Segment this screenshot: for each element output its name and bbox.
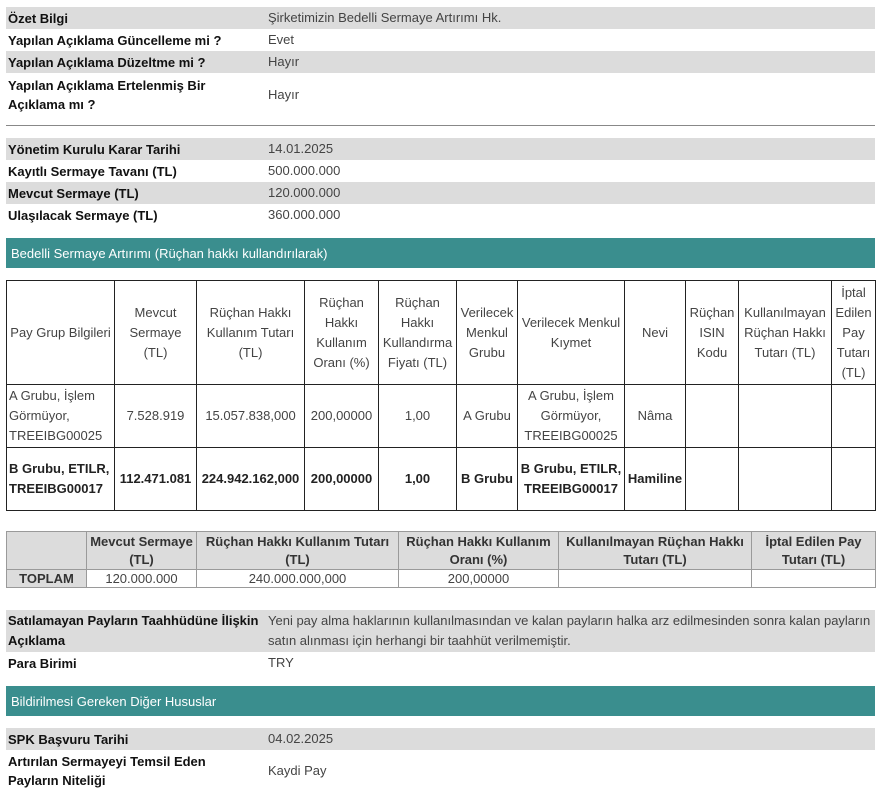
totals-table	[6, 531, 876, 588]
totals-header: Rüçhan Hakkı Kullanım Tutarı (TL)	[197, 532, 399, 570]
totals-value: 240.000.000,000	[197, 570, 399, 588]
rights-header-row	[7, 281, 876, 385]
capital-ceiling-label: Kayıtlı Sermaye Tavanı (TL)	[8, 163, 177, 179]
divider	[6, 125, 875, 126]
unsold-commitment-label: Satılamayan Payların Taahhüdüne İlişkin Açıklama	[8, 613, 259, 648]
cell-unused	[739, 385, 832, 448]
cell-price: 1,00	[379, 385, 457, 448]
cell-menkul-group: B Grubu	[457, 448, 518, 511]
cell-amount: 15.057.838,000	[197, 385, 305, 448]
spk-date-row	[6, 728, 875, 750]
board-date-row	[6, 138, 875, 160]
update-value: Evet	[268, 32, 295, 47]
currency-row	[6, 652, 875, 674]
header-cell: Rüçhan ISIN Kodu	[686, 281, 739, 385]
share-nature-row	[6, 751, 875, 791]
capital-ceiling-row	[6, 160, 875, 182]
header-cell: Kullanılmayan Rüçhan Hakkı Tutarı (TL)	[739, 281, 832, 385]
header-cell: Rüçhan Hakkı Kullandırma Fiyatı (TL)	[379, 281, 457, 385]
cell-cancelled	[832, 448, 876, 511]
currency-label: Para Birimi	[8, 655, 77, 671]
deferred-value: Hayır	[268, 87, 300, 102]
update-label: Yapılan Açıklama Güncelleme mi ?	[8, 32, 222, 48]
target-capital-label: Ulaşılacak Sermaye (TL)	[8, 207, 158, 223]
totals-value	[752, 570, 876, 588]
board-date-label: Yönetim Kurulu Karar Tarihi	[8, 141, 181, 157]
summary-row	[6, 7, 875, 29]
cell-amount: 224.942.162,000	[197, 448, 305, 511]
cell-group: A Grubu, İşlem Görmüyor, TREEIBG00025	[7, 385, 115, 448]
header-cell: İptal Edilen Pay Tutarı (TL)	[832, 281, 876, 385]
spk-date-label: SPK Başvuru Tarihi	[8, 731, 129, 747]
totals-corner	[7, 532, 87, 570]
header-cell: Rüçhan Hakkı Kullanım Tutarı (TL)	[197, 281, 305, 385]
capital-ceiling-value: 500.000.000	[268, 163, 341, 178]
cell-price: 1,00	[379, 448, 457, 511]
cell-ratio: 200,00000	[305, 448, 379, 511]
target-capital-value: 360.000.000	[268, 207, 341, 222]
totals-header: Kullanılmayan Rüçhan Hakkı Tutarı (TL)	[559, 532, 752, 570]
correction-label: Yapılan Açıklama Düzeltme mi ?	[8, 54, 206, 70]
cell-cancelled	[832, 385, 876, 448]
table-row	[7, 385, 876, 448]
totals-row-label: TOPLAM	[7, 570, 87, 588]
deferred-label: Yapılan Açıklama Ertelenmiş Bir Açıklama mı ?	[8, 78, 206, 112]
totals-row	[7, 570, 876, 588]
totals-header: İptal Edilen Pay Tutarı (TL)	[752, 532, 876, 570]
other-matters-section-title: Bildirilmesi Gereken Diğer Hususlar	[6, 686, 875, 716]
summary-value: Şirketimizin Bedelli Sermaye Artırımı Hk.	[268, 10, 502, 25]
header-cell: Verilecek Menkul Kıymet	[518, 281, 625, 385]
share-nature-label: Artırılan Sermayeyi Temsil Eden Payların Niteliği	[8, 754, 206, 788]
header-cell: Nevi	[625, 281, 686, 385]
rights-issue-section-title: Bedelli Sermaye Artırımı (Rüçhan hakkı kullandırılarak)	[6, 238, 875, 268]
totals-value	[559, 570, 752, 588]
rights-table	[6, 280, 876, 511]
table-row	[7, 448, 876, 511]
deferred-row	[6, 74, 875, 116]
target-capital-row	[6, 204, 875, 226]
board-date-value: 14.01.2025	[268, 141, 334, 156]
totals-header: Mevcut Sermaye (TL)	[87, 532, 197, 570]
cell-ratio: 200,00000	[305, 385, 379, 448]
correction-value: Hayır	[268, 54, 300, 69]
cell-menkul: A Grubu, İşlem Görmüyor, TREEIBG00025	[518, 385, 625, 448]
header-cell: Mevcut Sermaye (TL)	[115, 281, 197, 385]
cell-isin	[686, 385, 739, 448]
totals-value: 200,00000	[399, 570, 559, 588]
cell-nevi: Nâma	[625, 385, 686, 448]
cell-capital: 7.528.919	[115, 385, 197, 448]
cell-nevi: Hamiline	[625, 448, 686, 511]
header-cell: Rüçhan Hakkı Kullanım Oranı (%)	[305, 281, 379, 385]
unsold-commitment-row	[6, 610, 875, 652]
share-nature-value: Kaydi Pay	[268, 763, 327, 778]
cell-group: B Grubu, ETILR, TREEIBG00017	[7, 448, 115, 511]
correction-row	[6, 51, 875, 73]
cell-isin	[686, 448, 739, 511]
header-cell: Verilecek Menkul Grubu	[457, 281, 518, 385]
cell-menkul: B Grubu, ETILR, TREEIBG00017	[518, 448, 625, 511]
current-capital-label: Mevcut Sermaye (TL)	[8, 185, 139, 201]
current-capital-row	[6, 182, 875, 204]
unsold-commitment-value: Yeni pay alma haklarının kullanılmasından ve kalan payların halka arz edilmesinden sonra kalan payların satın alınması için herhangi bir taahhüt verilmemiştir.	[268, 613, 871, 648]
spk-date-value: 04.02.2025	[268, 731, 334, 746]
currency-value: TRY	[268, 655, 294, 670]
header-cell: Pay Grup Bilgileri	[7, 281, 115, 385]
cell-capital: 112.471.081	[115, 448, 197, 511]
current-capital-value: 120.000.000	[268, 185, 341, 200]
update-row	[6, 29, 875, 51]
summary-label: Özet Bilgi	[8, 10, 68, 26]
cell-menkul-group: A Grubu	[457, 385, 518, 448]
totals-header: Rüçhan Hakkı Kullanım Oranı (%)	[399, 532, 559, 570]
totals-value: 120.000.000	[87, 570, 197, 588]
totals-header-row	[7, 532, 876, 570]
cell-unused	[739, 448, 832, 511]
